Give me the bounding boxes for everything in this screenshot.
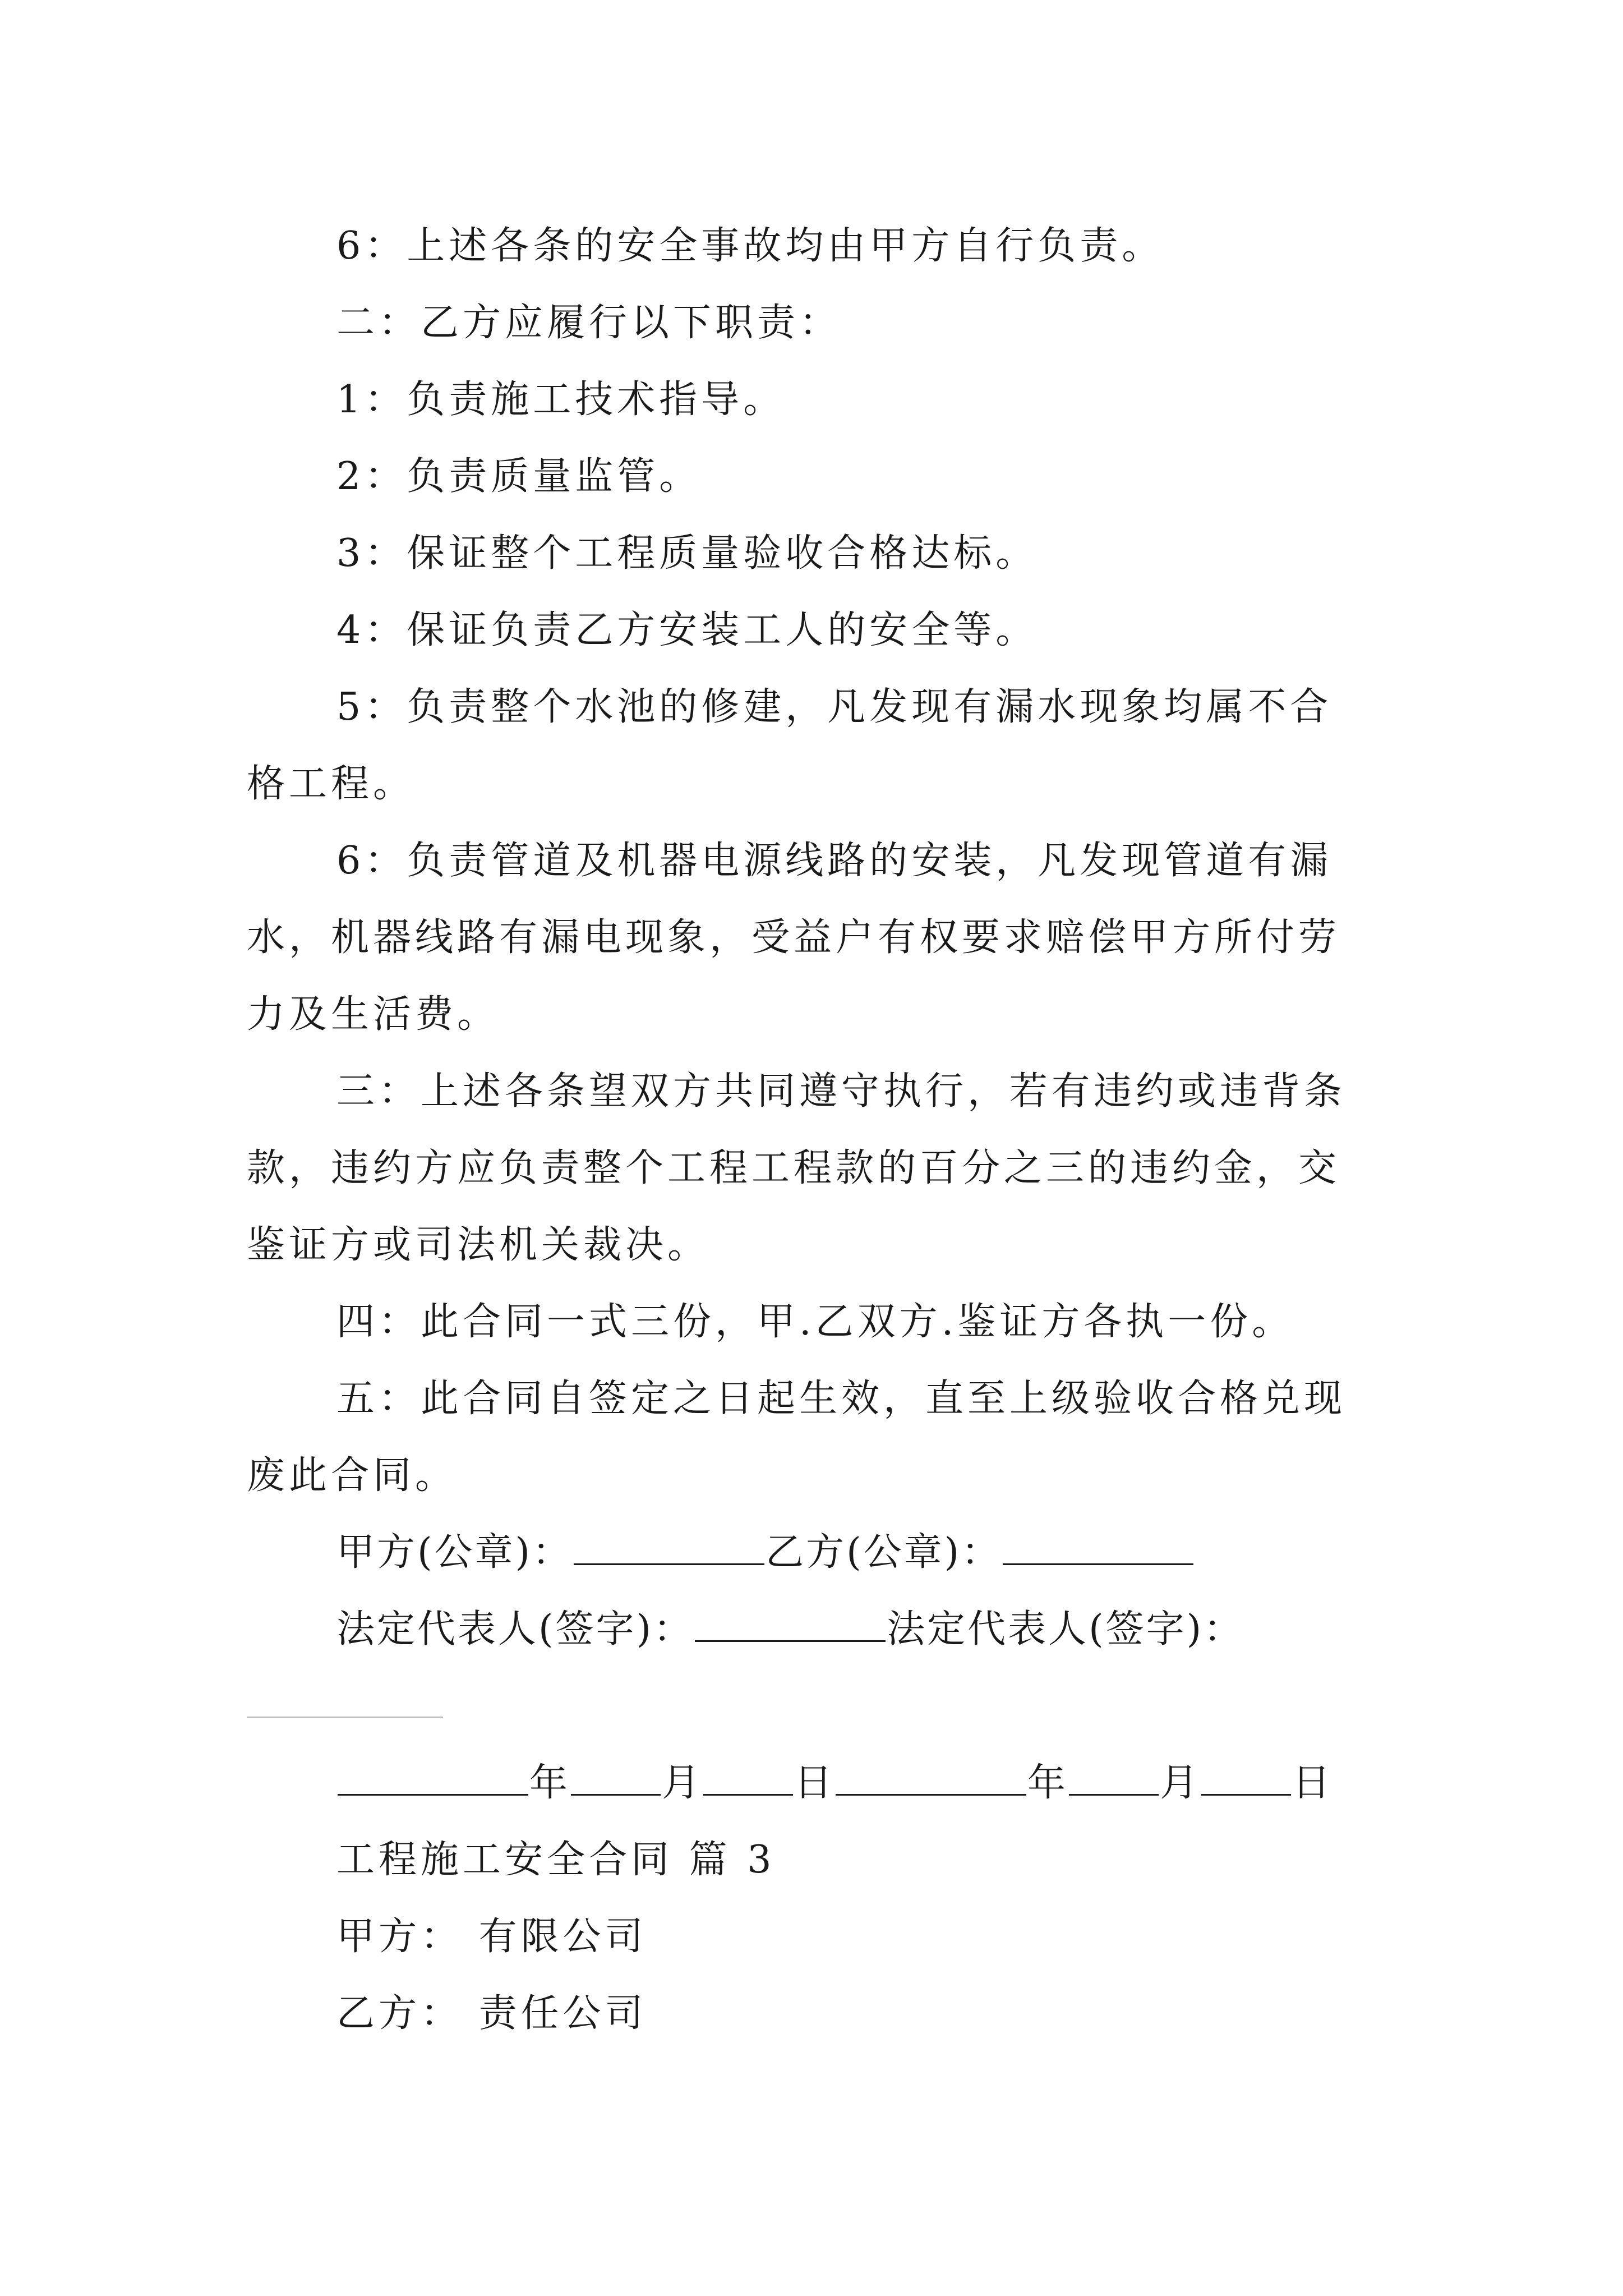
date-a-year-blank (338, 1765, 528, 1796)
rep-b-label: 法定代表人(签字)： (887, 1607, 1244, 1651)
date-b-year-blank (836, 1765, 1026, 1796)
section-three-line3: 鉴证方或司法机关裁决。 (247, 1223, 710, 1267)
clause-b2: 2：负责质量监管。 (336, 454, 702, 499)
party-a-seal-label: 甲方(公章)： (336, 1530, 573, 1575)
clause-b5-line2: 格工程。 (247, 762, 416, 806)
date-a-year-label: 年 (529, 1761, 570, 1805)
date-b-day-blank (1201, 1765, 1291, 1796)
section-four: 四：此合同一式三份，甲.乙双方.鉴证方各执一份。 (336, 1300, 1294, 1344)
seal-line (336, 1530, 1195, 1575)
next-party-b: 乙方： 责任公司 (336, 1991, 647, 2036)
clause-b3: 3：保证整个工程质量验收合格达标。 (336, 531, 1038, 576)
date-a-day-blank (703, 1765, 793, 1796)
date-b-year-label: 年 (1027, 1761, 1068, 1805)
section-five-line1: 五：此合同自签定之日起生效，直至上级验收合格兑现 (336, 1377, 1347, 1421)
date-line (336, 1761, 1333, 1805)
date-b-month-label: 月 (1160, 1761, 1201, 1805)
section-three-line2: 款，违约方应负责整个工程工程款的百分之三的违约金，交 (247, 1146, 1341, 1190)
section-five-line2: 废此合同。 (247, 1453, 458, 1498)
clause-a6: 6：上述各条的安全事故均由甲方自行负责。 (336, 224, 1164, 268)
clause-b5-line1: 5：负责整个水池的修建，凡发现有漏水现象均属不合 (336, 685, 1332, 729)
date-b-day-label: 日 (1292, 1761, 1333, 1805)
clause-b6-line2: 水，机器线路有漏电现象，受益户有权要求赔偿甲方所付劳 (247, 915, 1341, 960)
clause-b6-line1: 6：负责管道及机器电源线路的安装，凡发现管道有漏 (336, 839, 1332, 883)
date-a-month-blank (571, 1765, 661, 1796)
date-a-month-label: 月 (662, 1761, 703, 1805)
date-a-day-label: 日 (794, 1761, 835, 1805)
next-section-title: 工程施工安全合同 篇 3 (336, 1838, 776, 1882)
section-two-heading: 二：乙方应履行以下职责： (336, 301, 842, 345)
rep-a-blank (695, 1611, 886, 1642)
date-b-month-blank (1069, 1765, 1159, 1796)
party-b-seal-label: 乙方(公章)： (766, 1530, 1002, 1575)
next-party-a: 甲方： 有限公司 (336, 1915, 647, 1959)
party-a-seal-blank (574, 1534, 764, 1565)
rep-b-signature-blank (247, 1717, 443, 1718)
party-b-seal-blank (1003, 1534, 1193, 1565)
representative-line (336, 1607, 1244, 1651)
rep-a-label: 法定代表人(签字)： (336, 1607, 694, 1651)
clause-b1: 1：负责施工技术指导。 (336, 378, 786, 422)
section-three-line1: 三：上述各条望双方共同遵守执行，若有违约或违背条 (336, 1069, 1347, 1114)
clause-b6-line3: 力及生活费。 (247, 992, 500, 1037)
clause-b4: 4：保证负责乙方安装工人的安全等。 (336, 608, 1038, 652)
